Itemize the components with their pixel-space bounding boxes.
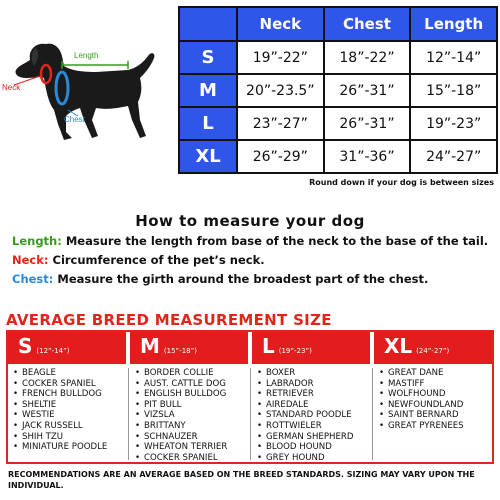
- list-item: • ROTTWIELER: [256, 421, 354, 432]
- size-label: M: [140, 334, 160, 358]
- size-label: L: [262, 334, 275, 358]
- size-bar-xl: [374, 332, 492, 364]
- size-label: M: [179, 74, 237, 107]
- list-item: • MASTIFF: [378, 379, 464, 390]
- list-item: • WESTIE: [12, 410, 107, 421]
- chest-value: 18”-22”: [324, 41, 411, 74]
- neck-header: Neck: [237, 7, 324, 41]
- length-value: 15”-18”: [410, 74, 497, 107]
- chest-label: Chest: [64, 115, 85, 124]
- list-item: • PIT BULL: [134, 400, 227, 411]
- recommendation-note: RECOMMENDATIONS ARE AN AVERAGE BASED ON THE BREED STANDARDS. SIZING MAY VARY UPON THE INDIVIDUAL.: [8, 470, 475, 490]
- size-label: XL: [384, 334, 413, 358]
- list-item: • VIZSLA: [134, 410, 227, 421]
- round-down-note: Round down if your dog is between sizes: [309, 178, 494, 187]
- list-item: • LABRADOR: [256, 379, 354, 390]
- chest-value: 26”-31”: [324, 74, 411, 107]
- size-bar-s: [8, 332, 126, 364]
- list-item: • WHEATON TERRIER: [134, 442, 227, 453]
- size-header-corner: [179, 7, 237, 41]
- size-bar-m: [130, 332, 248, 364]
- chest-value: 26”-31”: [324, 107, 411, 140]
- size-label: S: [179, 41, 237, 74]
- chest-instruction: [12, 272, 498, 291]
- neck-instruction: [12, 253, 498, 272]
- size-bar-l: [252, 332, 370, 364]
- breed-list-m: [134, 368, 227, 463]
- chest-header: Chest: [324, 7, 411, 41]
- dog-measurement-diagram: [0, 20, 170, 180]
- size-table-header-row: [179, 7, 497, 41]
- chest-value: 31”-36”: [324, 140, 411, 173]
- list-item: • SCHNAUZER: [134, 432, 227, 443]
- list-item: • STANDARD POODLE: [256, 410, 354, 421]
- neck-value: 19”-22”: [237, 41, 324, 74]
- list-item: • AUST. CATTLE DOG: [134, 379, 227, 390]
- list-item: • GERMAN SHEPHERD: [256, 432, 354, 443]
- list-item: • ENGLISH BULLDOG: [134, 389, 227, 400]
- size-label: XL: [179, 140, 237, 173]
- neck-value: 20”-23.5”: [237, 74, 324, 107]
- breed-list-l: [256, 368, 354, 463]
- breed-list-xl: [378, 368, 464, 432]
- length-text: Measure the length from base of the neck to the base of the tail.: [61, 234, 489, 248]
- size-range: (15”-18”): [163, 347, 197, 355]
- neck-value: 23”-27”: [237, 107, 324, 140]
- size-row-l: [179, 107, 497, 140]
- divider: [250, 368, 251, 460]
- size-label: L: [179, 107, 237, 140]
- list-item: • GREY HOUND: [256, 453, 354, 464]
- list-item: • JACK RUSSELL: [12, 421, 107, 432]
- breed-panel: [6, 330, 494, 464]
- length-value: 12”-14”: [410, 41, 497, 74]
- divider: [128, 368, 129, 460]
- measure-title: How to measure your dog: [135, 212, 365, 230]
- size-range: (24”-27”): [416, 347, 450, 355]
- neck-term: Neck:: [12, 253, 49, 267]
- list-item: • GREAT PYRENEES: [378, 421, 464, 432]
- length-instruction: [12, 234, 498, 253]
- list-item: • FRENCH BULLDOG: [12, 389, 107, 400]
- neck-label: Neck: [2, 83, 21, 92]
- chest-text: Measure the girth around the broadest part of the chest.: [53, 272, 429, 286]
- size-range: (19”-23”): [278, 347, 312, 355]
- list-item: • COCKER SPANIEL: [12, 379, 107, 390]
- list-item: • GREAT DANE: [378, 368, 464, 379]
- list-item: • WOLFHOUND: [378, 389, 464, 400]
- size-chart-table: [178, 6, 498, 174]
- breed-section-title: AVERAGE BREED MEASUREMENT SIZE: [6, 311, 332, 329]
- length-value: 24”-27”: [410, 140, 497, 173]
- length-value: 19”-23”: [410, 107, 497, 140]
- breed-list-s: [12, 368, 107, 453]
- neck-value: 26”-29”: [237, 140, 324, 173]
- size-row-m: [179, 74, 497, 107]
- list-item: • COCKER SPANIEL: [134, 453, 227, 464]
- size-range: (12”-14”): [36, 347, 70, 355]
- list-item: • BLOOD HOUND: [256, 442, 354, 453]
- chest-term: Chest:: [12, 272, 54, 286]
- list-item: • BOXER: [256, 368, 354, 379]
- list-item: • RETRIEVER: [256, 389, 354, 400]
- list-item: • SHELTIE: [12, 400, 107, 411]
- size-row-xl: [179, 140, 497, 173]
- list-item: • SHIH TZU: [12, 432, 107, 443]
- size-row-s: [179, 41, 497, 74]
- list-item: • NEWFOUNDLAND: [378, 400, 464, 411]
- length-label: Length: [74, 51, 99, 60]
- list-item: • BRITTANY: [134, 421, 227, 432]
- neck-text: Circumference of the pet’s neck.: [48, 253, 265, 267]
- measure-instructions: [12, 234, 498, 291]
- list-item: • BEAGLE: [12, 368, 107, 379]
- list-item: • AIREDALE: [256, 400, 354, 411]
- list-item: • SAINT BERNARD: [378, 410, 464, 421]
- list-item: • BORDER COLLIE: [134, 368, 227, 379]
- length-term: Length:: [12, 234, 62, 248]
- size-label: S: [18, 334, 33, 358]
- list-item: • MINIATURE POODLE: [12, 442, 107, 453]
- divider: [372, 368, 373, 460]
- length-header: Length: [410, 7, 497, 41]
